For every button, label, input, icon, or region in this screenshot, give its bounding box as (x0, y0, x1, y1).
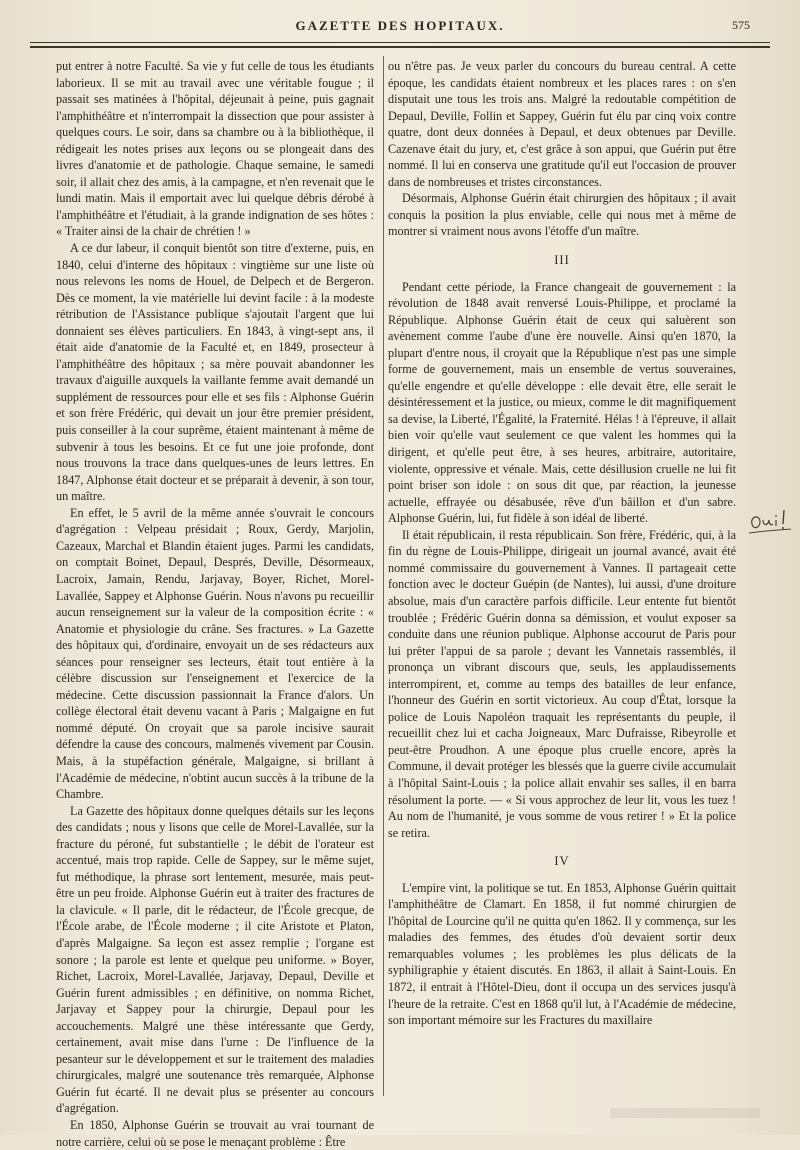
right-column (388, 58, 736, 1098)
page-number: 575 (732, 18, 750, 32)
paragraph: En effet, le 5 avril de la même année s'ouvrait le concours d'agrégation : Velpeau présidait ; Roux, Gerdy, Marjolin, Cazeaux, Marchal et Blandin étaient juges. Parmi les candidats, on comptait Boinet, Depaul, Després, Deville, Désormeaux, Lacroix, Jamain, Rendu, Jarjavay, Boyer, Richet, Morel-Lavallée, Sappey et Alphonse Guérin. Nous n'avons pu recueillir aucun renseignement sur la valeur de la composition écrite : « Anatomie et physiologie du crâne. Ses fractures. » La Gazette des hôpitaux qui, d'ordinaire, envoyait un de ses rédacteurs aux séances pour renseigner ses lecteurs, était tout entière à la célèbre discussion sur l'enseignement et l'exercice de la médecine. Cette discussion passionnait la France d'alors. Un collège électoral était devenu vacant à Paris ; Malgaigne en fut nommé député. On croyait que sa parole incisive saurait défendre la cause des concours, malmenés vivement par Cousin. Mais, à la stupéfaction générale, Malgaigne, si brillant à l'Académie de médecine, n'obtint aucun succès à la tribune de la Chambre. (56, 505, 374, 802)
section-heading-iii: III (554, 253, 570, 268)
handwriting-icon (748, 506, 792, 538)
paragraph: L'empire vint, la politique se tut. En 1853, Alphonse Guérin quittait l'amphithéâtre de Clamart. En 1858, il fut nommé chirurgien de l'hôpital de Lourcine qu'il ne quitta qu'en 1862. Il y commença, sur les maladies des femmes, des études d'où devaient sortir deux remarquables volumes ; les problèmes les plus délicats de la syphiligraphie y étaient discutés. En 1863, il allait à Saint-Louis. En 1872, il entrait à l'Hôtel-Dieu, dont il occupa un des services jusqu'à l'heure de la retraite. C'est en 1868 qu'il lut, à l'Académie de médecine, son important mémoire sur les Fractures du maxillaire (388, 880, 736, 1028)
paragraph: En 1850, Alphonse Guérin se trouvait au vrai tournant de notre carrière, celui où se pose le menaçant problème : Être (56, 1118, 374, 1149)
left-column (56, 58, 374, 1149)
faded-stamp (610, 1105, 760, 1121)
page-header (50, 14, 750, 40)
header-rule-thin (30, 42, 770, 43)
paragraph: Pendant cette période, la France changeait de gouvernement : la révolution de 1848 avait renversé Louis-Philippe, et proclamé la République. Alphonse Guérin était de ceux qui saluèrent son avènement comme l'aube d'une ère nouvelle. Ainsi qu'en 1870, la plupart d'entre nous, il croyait que la République n'est pas une simple forme de gouvernement, mais un ensemble de vertus souveraines, qu'elle engendre et qu'elle développe : elle devait être, elle serait le désintéressement et la justice, ou mieux, comme le dit magnifiquement sa devise, la Liberté, l'Égalité, la Fraternité. Hélas ! à l'épreuve, il allait bien voir qu'elle vaut seulement ce que valent les hommes qui la dirigent, et qu'elle peut être, à ses heures, arbitraire, autoritaire, violente, oppressive et vénale. Mais, cette désillusion cruelle ne lui fit point briser son idole : on sous dit que, par réaction, la jeunesse actuelle, effrayée ou désabusée, rêve d'un bâillon et d'un sabre. Alphonse Guérin, lui, fut fidèle à son idéal de liberté. (388, 279, 736, 526)
journal-title: GAZETTE DES HOPITAUX. (295, 18, 505, 33)
header-rule-thick (30, 46, 770, 48)
paragraph: A ce dur labeur, il conquit bientôt son titre d'externe, puis, en 1840, celui d'interne des hôpitaux : vingtième sur une liste où nous relevons les noms de Houel, de Delpech et de Bergeron. Dès ce moment, la vie matérielle lui devint facile : à la modeste rétribution de l'Assistance publique s'ajoutait l'argent que lui donnaient ses élèves particuliers. En 1843, à vingt-sept ans, il était aide d'anatomie de la Faculté et, en 1849, prosecteur à l'amphithéâtre des hôpitaux ; sa mère pouvait abandonner les travaux d'aiguille auxquels la vaillante femme avait demandé un supplément de ressources pour elle et ses fils : Alphonse Guérin et son frère Frédéric, qui devait un jour être premier président, puis conseiller à la cour suprême, étaient maintenant à même de subvenir à tous les besoins. Et ce fut une joie profonde, dont nous trouvons la trace dans quelques-unes de leurs lettres. En 1847, Alphonse était docteur et se préparait à devenir, à son tour, un maître. (56, 241, 374, 504)
paragraph: Désormais, Alphonse Guérin était chirurgien des hôpitaux ; il avait conquis la position la plus enviable, celle qui nous met à même de montrer si vraiment nous avons l'étoffe d'un maître. (388, 191, 736, 239)
paragraph: ou n'être pas. Je veux parler du concours du bureau central. A cette époque, les candidats étaient nombreux et les places rares : on s'en disputait une tous les trois ans. Malgré la redoutable compétition de Depaul, Deville, Follin et Sappey, Guérin fut élu par cinq voix contre quatre, dont deux données à Depaul, et deux obtenues par Deville. Cazenave était du jury, et, c'est grâce à son appui, que Guérin put être nommé. Il lui en conserva une gratitude qu'il eut l'occasion de prouver dans de nombreuses et tristes circonstances. (388, 59, 736, 189)
column-divider (383, 56, 384, 1096)
paragraph: Il était républicain, il resta républicain. Son frère, Frédéric, qui, à la fin du règne de Louis-Philippe, dirigeait un journal avancé, avait été nommé commissaire du gouvernement à Vannes. Il partageait cette fonction avec le docteur Guépin (de Nantes), lui aussi, d'une droiture absolue, mais d'un caractère parfois difficile. Leur entente fut bientôt troublée ; Frédéric Guérin donna sa démission, et voulut exposer sa conduite dans une réunion publique. Alphonse accourut de Paris pour lui prêter l'appui de sa parole ; devant les Vannetais rassemblés, il prononça un vibrant discours que, seuls, les applaudissements interrompirent, et, comme au temps des batailles de leur enfance, l'honneur des Guérin en sortit victorieux. Au coup d'État, lorsque la police de Louis Napoléon traquait les représentants du peuple, il recueillit chez lui et cacha Joigneaux, Marc Dufraisse, Ribeyrolle et peut-être Proudhon. A une époque plus cruelle encore, après la Commune, il devait protéger les blessés que la guerre civile accumulait à l'hôpital Saint-Louis ; la police allait envahir ses salles, il en barra résolument la porte. — « Si vous approchez de leur lit, vous les tuez ! Au nom de l'humanité, je vous somme de vous retirer ! » Et la police se retira. (388, 527, 736, 840)
paragraph: La Gazette des hôpitaux donne quelques détails sur les leçons des candidats ; nous y lisons que celle de Morel-Lavallée, sur la fracture du péroné, fut substantielle ; le débit de l'orateur est accentué, mais trop rapide. Celle de Sappey, sur le même sujet, fut méthodique, la phrase sort lentement, mesurée, mais peut-être un peu froide. Alphonse Guérin eut à traiter des fractures de la clavicule. « Il parle, dit le rédacteur, de l'École grecque, de l'École arabe, de l'École moderne ; il cite Aristote et Platon, d'après Malgaigne. Sa leçon est assez remplie ; l'organe est sonore ; la parole est lente et quelque peu uniforme. » Boyer, Richet, Lacroix, Morel-Lavallée, Jarjavay, Depaul, Deville et Guérin furent admissibles ; en définitive, on nomma Richet, Jarjavay et Sappey pour la chirurgie, Depaul pour les accouchements. Malgré une thèse intéressante que Gerdy, certainement, avait mise dans l'urne : De l'influence de la pesanteur sur le développement et sur le traitement des maladies chirurgicales, malgré une soutenance très remarquée, Alphonse Guérin fut écarté. Il ne devait plus se présenter au concours d'agrégation. (56, 803, 374, 1116)
section-heading-iv: IV (554, 854, 570, 869)
paragraph: put entrer à notre Faculté. Sa vie y fut celle de tous les étudiants laborieux. Il se mit au travail avec une véritable fougue ; il passait ses matinées à l'hôpital, déjeunait à peine, puis gagnait l'amphithéâtre et n'interrompait la dissection que pour assister à quelques cours. Le soir, dans sa chambre ou à la bibliothèque, il rédigeait les notes prises aux leçons ou se plongeait dans des livres d'anatomie et de pathologie. Chaque semaine, le samedi soir, il allait chez des amis, à la campagne, et n'en revenait que le lundi matin. Mais il emportait avec lui quelque débris dérobé à l'amphithéâtre et l'étudiait, à la grande indignation de ses hôtes : « Traiter ainsi de la chair de chrétien ! » (56, 59, 374, 239)
handwritten-margin-note (748, 506, 792, 538)
